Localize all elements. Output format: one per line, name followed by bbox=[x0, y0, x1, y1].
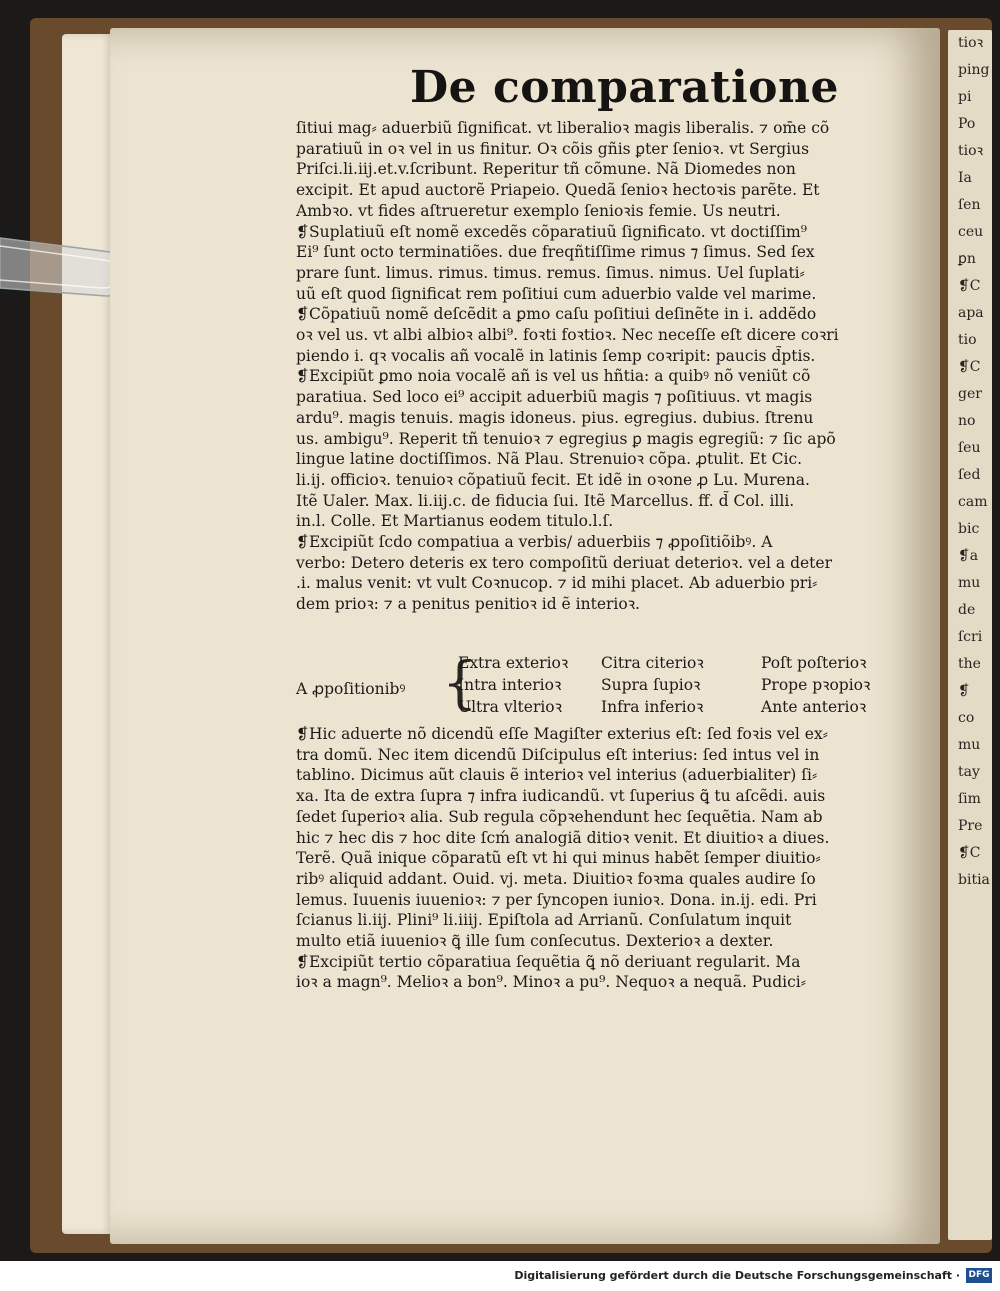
brace-glyph: { bbox=[442, 651, 478, 716]
text-line: lemus. Iuuenis iuuenioꝛ: ⁊ per ſyncopen iunioꝛ. Dona. in.ij. edi. Pri bbox=[296, 890, 817, 909]
text-line: ſedet ſuperioꝛ alia. Sub regula cõpꝛehendunt hec ſequẽtia. Nam ab bbox=[296, 807, 823, 826]
text-line: ſed bbox=[958, 467, 981, 483]
text-line: ioꝛ a magn⁹. Melioꝛ a bon⁹. Minoꝛ a pu⁹. Nequoꝛ a nequã. Pudici⸗ bbox=[296, 973, 806, 992]
text-line: Ambꝛo. vt fides aſtrueretur exemplo ſenioꝛis femie. Us neutri. bbox=[296, 201, 781, 220]
text-line: ❡Suplatiuũ eſt nomẽ excedẽs cõparatiuũ ſignificato. vt doctiſſim⁹ bbox=[296, 222, 807, 241]
text-line: mu bbox=[958, 575, 981, 591]
footer-credit: Digitalisierung gefördert durch die Deutsche Forschungsgemeinschaft · bbox=[514, 1269, 960, 1282]
text-line: Ia bbox=[958, 170, 972, 186]
text-line: Po bbox=[958, 116, 976, 132]
text-line: lingue latine doctiſſimos. Nã Plau. Strenuioꝛ cõpa. ꝓtulit. Et Cic. bbox=[296, 450, 803, 469]
text-line: the bbox=[958, 656, 981, 672]
preposition-entry: Ultra vlterioꝛ bbox=[458, 698, 562, 716]
text-line: us. ambigu⁹. Reperit tñ tenuioꝛ ⁊ egregius ꝑ magis egregiũ: ⁊ ſic apõ bbox=[296, 429, 836, 448]
text-line: bic bbox=[958, 521, 980, 537]
text-line: ❡Excipiũt tertio cõparatiua ſequẽtia ꝗ̃ nõ deriuant regularit. Ma bbox=[296, 952, 801, 971]
text-line: tio bbox=[958, 332, 977, 348]
text-line: bitia bbox=[958, 872, 990, 888]
text-line: ſen bbox=[958, 197, 981, 213]
text-line: piendo i. qꝛ vocalis añ vocalẽ in latinis ſemp coꝛripit: paucis d̃ptis. bbox=[296, 346, 816, 365]
text-block-2 bbox=[296, 724, 910, 993]
preposition-column-1 bbox=[458, 652, 568, 718]
text-line: no bbox=[958, 413, 976, 429]
page-heading: De comparatione bbox=[410, 62, 840, 113]
text-line: ger bbox=[958, 386, 982, 402]
text-line: ❡C bbox=[958, 845, 981, 861]
text-line: apa bbox=[958, 305, 984, 321]
text-line: oꝛ vel us. vt albi albioꝛ albi⁹. foꝛti foꝛtioꝛ. Nec neceſſe eſt dicere coꝛri bbox=[296, 326, 839, 345]
text-line: ❡Cõpatiuũ nomẽ deſcẽdit a ꝑmo caſu poſitiui deſinẽte in i. addẽdo bbox=[296, 305, 817, 324]
preposition-column-3 bbox=[761, 652, 870, 718]
text-line: dem prioꝛ: ⁊ a penitus penitioꝛ id ẽ interioꝛ. bbox=[296, 595, 640, 614]
text-line: ſcri bbox=[958, 629, 983, 645]
text-line: hic ⁊ hec dis ⁊ hoc dite ſcḿ analogiã ditioꝛ venit. Et diuitioꝛ a diues. bbox=[296, 828, 830, 847]
text-line: Itẽ Ualer. Max. li.iij.c. de fiducia ſui. Itẽ Marcellus. ff. d̃ Col. illi. bbox=[296, 491, 795, 510]
text-line: cam bbox=[958, 494, 988, 510]
text-line: ſeu bbox=[958, 440, 981, 456]
text-line: tioꝛ bbox=[958, 35, 984, 51]
preposition-entry: Ante anterioꝛ bbox=[761, 698, 867, 716]
text-line: paratiua. Sed loco ei⁹ accipit aduerbiũ magis ⁊ poſitiuus. vt magis bbox=[296, 388, 813, 407]
text-line: in.l. Colle. Et Martianus eodem titulo.l.ſ. bbox=[296, 512, 614, 531]
dfg-logo: DFG bbox=[966, 1268, 992, 1283]
text-line: ribꝰ aliquid addant. Ouid. vj. meta. Diuitioꝛ foꝛma quales audire ſo bbox=[296, 869, 816, 888]
text-line: ſim bbox=[958, 791, 981, 807]
page-edges bbox=[62, 34, 114, 1234]
text-line: tra domũ. Nec item dicendũ Diſcipulus eſt interius: ſed intus vel in bbox=[296, 745, 820, 764]
text-line: ping bbox=[958, 62, 990, 78]
text-line: ❡C bbox=[958, 359, 981, 375]
text-line: multo etiã iuuenioꝛ ꝗ̃ ille ſum conſecutus. Dexterioꝛ a dexter. bbox=[296, 932, 774, 951]
text-line: prare ſunt. limus. rimus. timus. remus. ſimus. nimus. Uel ſuplati⸗ bbox=[296, 263, 805, 282]
text-line: ceu bbox=[958, 224, 984, 240]
preposition-column-2 bbox=[601, 652, 704, 718]
text-line: ❡C bbox=[958, 278, 981, 294]
text-line: verbo: Detero deteris ex tero compoſitũ deriuat deterioꝛ. vel a deter bbox=[296, 553, 832, 572]
text-line: li.ij. officioꝛ. tenuioꝛ cõpatiuũ fecit. Et idẽ in oꝛone ꝓ Lu. Murena. bbox=[296, 470, 810, 489]
text-line: ꝑn bbox=[958, 251, 976, 267]
facing-page-edge bbox=[948, 30, 992, 1240]
preposition-table bbox=[296, 652, 916, 720]
preposition-entry: Citra citerioꝛ bbox=[601, 654, 704, 672]
text-line: tablino. Dicimus aũt clauis ẽ interioꝛ vel interius (aduerbialiter) ſi⸗ bbox=[296, 766, 818, 785]
text-line: tay bbox=[958, 764, 980, 780]
text-line: Pre bbox=[958, 818, 983, 834]
text-line: tioꝛ bbox=[958, 143, 984, 159]
preposition-entry: Extra exterioꝛ bbox=[458, 654, 569, 672]
preposition-entry: Poſt poſterioꝛ bbox=[761, 654, 867, 672]
text-line: ſcianus li.iij. Plini⁹ li.iiij. Epiſtola ad Arrianũ. Conſulatum inquit bbox=[296, 911, 792, 930]
text-line: uũ eſt quod ſignificat rem poſitiui cum aduerbio valde vel marime. bbox=[296, 284, 817, 303]
text-line: de bbox=[958, 602, 976, 618]
text-line: co bbox=[958, 710, 975, 726]
text-line: excipit. Et apud auctorẽ Priapeio. Quedã ſenioꝛ hectoꝛis parẽte. Et bbox=[296, 181, 820, 200]
text-line: Terẽ. Quã inique cõparatũ eſt vt hi qui minus habẽt ſemper diuitio⸗ bbox=[296, 849, 821, 868]
preposition-entry: Intra interioꝛ bbox=[458, 676, 562, 694]
preposition-entry: Infra inferioꝛ bbox=[601, 698, 704, 716]
footer-bar bbox=[0, 1261, 1000, 1291]
text-line: ❡Hic aduerte nõ dicendũ eſſe Magiſter exterius eſt: ſed foꝛis vel ex⸗ bbox=[296, 725, 828, 743]
text-line: ❡Excipiũt ſcdo compatiua a verbis/ aduerbiis ⁊ ꝓpoſitiõibꝰ. A bbox=[296, 533, 773, 552]
text-line: ſitiui mag⸗ aduerbiũ ſignificat. vt liberalioꝛ magis liberalis. ⁊ om̄e cõ bbox=[296, 119, 830, 137]
text-line: xa. Ita de extra ſupra ⁊ infra iudicandũ. vt ſuperius ꝗ̃ tu aſcẽdi. auis bbox=[296, 787, 826, 806]
preposition-entry: Prope pꝛopioꝛ bbox=[761, 676, 871, 694]
text-line: ❡a bbox=[958, 548, 979, 564]
text-line: .i. malus venit: vt vult Coꝛnucop. ⁊ id mihi placet. Ab aduerbio pri⸗ bbox=[296, 574, 818, 593]
text-line: pi bbox=[958, 89, 972, 105]
preposition-entry: Supra ſupioꝛ bbox=[601, 676, 701, 694]
text-line: paratiuũ in oꝛ vel in us finitur. Oꝛ cõis gñis ꝑter ſenioꝛ. vt Sergius bbox=[296, 139, 810, 158]
text-line: ardu⁹. magis tenuis. magis idoneus. pius. egregius. dubius. ſtrenu bbox=[296, 408, 814, 427]
preposition-label: A ꝓpoſitionibꝰ bbox=[296, 680, 406, 698]
text-line: ❡Excipiũt ꝑmo noia vocalẽ añ is vel us hñtia: a quibꝰ nõ veniũt cõ bbox=[296, 367, 811, 386]
text-block-1 bbox=[296, 118, 910, 615]
text-line: Priſci.li.iij.et.v.ſcribunt. Reperitur tñ cõmune. Nã Diomedes non bbox=[296, 160, 796, 179]
text-line: Ei⁹ ſunt octo terminatiões. due freqñtiſſime rimus ⁊ ſimus. Sed ſex bbox=[296, 243, 815, 262]
text-line: mu bbox=[958, 737, 981, 753]
text-line: ❡ bbox=[958, 683, 970, 699]
